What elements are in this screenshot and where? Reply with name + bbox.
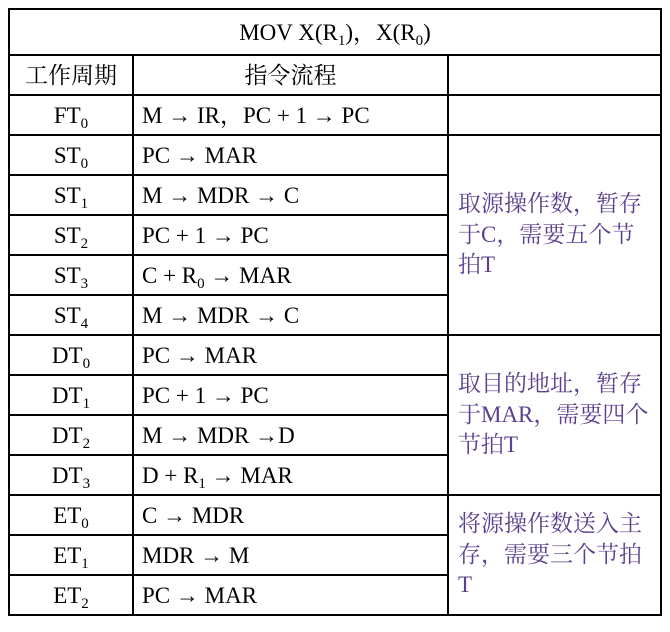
operation-cell: $D + R_1$ → MAR <box>133 455 448 495</box>
operation-cell: MDR → M <box>133 535 448 575</box>
operation-cell: M → MDR →D <box>133 415 448 455</box>
note-destination-address: 取目的地址，暂存于MAR，需要四个节拍T <box>448 335 661 495</box>
operation-cell: PC → MAR <box>133 575 448 615</box>
table-row <box>9 335 661 375</box>
operation-cell: PC → MAR <box>133 335 448 375</box>
period-cell: $ST_0$ <box>9 135 133 175</box>
operation-cell: M → MDR → C <box>133 175 448 215</box>
period-cell: $ST_2$ <box>9 215 133 255</box>
instruction-flow-table <box>8 8 662 616</box>
header-flow: 指令流程 <box>133 55 448 95</box>
period-cell: $ST_4$ <box>9 295 133 335</box>
table-row <box>9 95 661 135</box>
instruction-title: MOV $X(R_1)$，$X(R_0)$ <box>9 9 661 55</box>
period-cell: $ET_2$ <box>9 575 133 615</box>
header-row <box>9 55 661 95</box>
period-cell: $FT_0$ <box>9 95 133 135</box>
header-note <box>448 55 661 95</box>
title-row <box>9 9 661 55</box>
operation-cell: PC + 1 → PC <box>133 375 448 415</box>
operation-cell: $C + R_0$ → MAR <box>133 255 448 295</box>
period-cell: $ST_1$ <box>9 175 133 215</box>
period-cell: $DT_0$ <box>9 335 133 375</box>
period-cell: $ST_3$ <box>9 255 133 295</box>
operation-cell: PC → MAR <box>133 135 448 175</box>
period-cell: $DT_1$ <box>9 375 133 415</box>
note-source-operand: 取源操作数，暂存于C，需要五个节拍T <box>448 135 661 335</box>
operation-cell: PC + 1 → PC <box>133 215 448 255</box>
operation-cell: M → IR，PC + 1 → PC <box>133 95 448 135</box>
header-period: 工作周期 <box>9 55 133 95</box>
period-cell: $DT_3$ <box>9 455 133 495</box>
period-cell: $ET_0$ <box>9 495 133 535</box>
table-row <box>9 135 661 175</box>
period-cell: $DT_2$ <box>9 415 133 455</box>
operation-cell: M → MDR → C <box>133 295 448 335</box>
period-cell: $ET_1$ <box>9 535 133 575</box>
table-row <box>9 495 661 535</box>
empty-note-cell <box>448 95 661 135</box>
operation-cell: C → MDR <box>133 495 448 535</box>
note-execute: 将源操作数送入主存，需要三个节拍T <box>448 495 661 615</box>
